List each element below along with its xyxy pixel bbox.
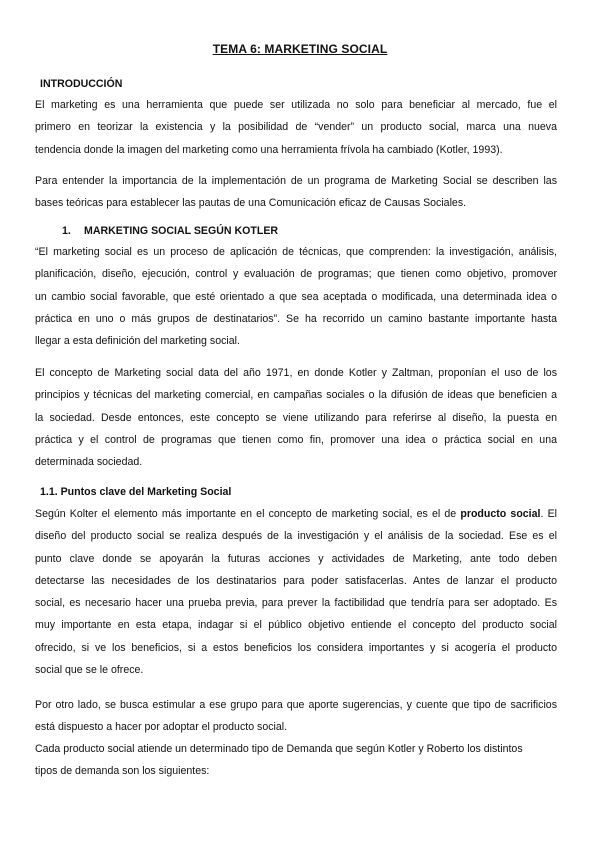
subsection-paragraph-1 — [35, 503, 557, 681]
bold-term: producto social — [460, 508, 541, 520]
text-line: punto clave donde se apoyarán la futuras acciones y actividades de Marketing, ante todo deben — [35, 552, 557, 565]
section-number: 1. — [62, 225, 71, 237]
text-line: práctica y el control de programas que tienen como fin, promover una idea o práctica social en una — [35, 433, 557, 446]
text-line: llegar a esta definición del marketing social. — [35, 335, 240, 348]
text-line: planificación, diseño, ejecución, control y evaluación de programas; que tienen como objetivo, promover — [35, 268, 557, 281]
text-line: Para entender la importancia de la implementación de un programa de Marketing Social se describen las — [35, 175, 557, 187]
subsection-1-1-heading: 1.1. Puntos clave del Marketing Social — [40, 486, 232, 498]
text-line: El marketing es una herramienta que puede ser utilizada no solo para beneficiar al mercado, fue el — [35, 99, 557, 111]
text-line: primero en teorizar la existencia y la posibilidad de “vender” un producto social, marca una nueva — [35, 121, 557, 134]
text-line: social, es necesario hacer una prueba previa, para prever la factibilidad que tendría para ser adoptado. Es — [35, 597, 557, 610]
text-line: “El marketing social es un proceso de aplicación de técnicas, que comprenden: la investigación, análisis, — [35, 246, 557, 258]
intro-paragraph-2 — [35, 170, 557, 215]
text-run: . El — [540, 508, 558, 520]
intro-heading: INTRODUCCIÓN — [40, 78, 123, 90]
section-1-paragraph-2 — [35, 362, 557, 473]
subsection-paragraph-2 — [35, 694, 557, 739]
text-line: principios y técnicas del marketing comercial, en campañas sociales o la difusión de ideas que beneficien a — [35, 389, 557, 402]
text-line: determinada sociedad. — [35, 456, 143, 469]
text-line: muy importante en esta etapa, indagar si el público objetivo entiende el concepto del producto social — [35, 619, 557, 632]
text-line: detectarse las necesidades de los destinatarios para poder satisfacerlas. Antes de lanzar el producto — [35, 574, 557, 587]
subsection-paragraph-3 — [35, 738, 557, 783]
text-run: Según Kolter el elemento más importante en el concepto de marketing social, es el de — [35, 508, 461, 520]
section-1-heading — [62, 225, 278, 237]
text-line: la sociedad. Desde entonces, este concepto se viene utilizando para referirse al diseño, la puesta en — [35, 411, 557, 424]
text-line: Cada producto social atiende un determinado tipo de Demanda que según Kotler y Roberto los distintos — [35, 743, 523, 755]
text-line: está dispuesto a hacer por adoptar el producto social. — [35, 721, 288, 734]
text-line: ofrecido, si ve los beneficios, si a estos beneficios los considera importantes y si acogería el producto — [35, 641, 557, 654]
text-line: El concepto de Marketing social data del año 1971, en donde Kotler y Zaltman, proponían el uso de los — [35, 367, 557, 379]
text-line: práctica en uno o más grupos de destinatarios”. Se ha recorrido un camino bastante importante hasta — [35, 312, 557, 325]
document-title: TEMA 6: MARKETING SOCIAL — [212, 42, 388, 56]
text-line: un cambio social favorable, que esté orientado a que sea aceptada o modificada, una determinada idea o — [35, 290, 557, 303]
text-line: Por otro lado, se busca estimular a ese grupo para que aporte sugerencias, y cuente que tipo de sacrificios — [35, 699, 557, 711]
intro-paragraph-1 — [35, 94, 557, 161]
text-line: tendencia donde la imagen del marketing como una herramienta frívola ha cambiado (Kotler, 1993). — [35, 143, 503, 156]
section-title: MARKETING SOCIAL SEGÚN KOTLER — [84, 225, 279, 237]
text-line: bases teóricas para establecer las pautas de una Comunicación eficaz de Causas Sociales. — [35, 197, 467, 210]
text-line: tipos de demanda son los siguientes: — [35, 765, 210, 778]
text-line: diseño del producto social se realiza después de la investigación y el análisis de la sociedad. Ese es el — [35, 530, 557, 543]
section-1-paragraph-1 — [35, 241, 557, 352]
text-line: social que se le ofrece. — [35, 664, 144, 677]
text-line — [35, 503, 557, 525]
